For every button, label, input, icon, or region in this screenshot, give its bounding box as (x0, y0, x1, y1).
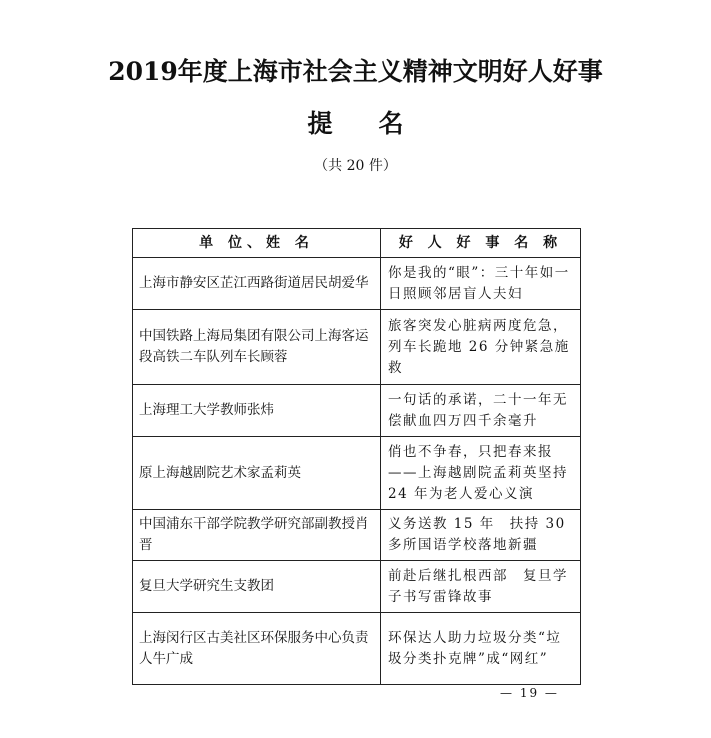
unit-cell: 中国浦东干部学院教学研究部副教授肖晋 (133, 510, 381, 561)
unit-cell: 中国铁路上海局集团有限公司上海客运段高铁二车队列车长顾蓉 (133, 310, 381, 385)
table-row (133, 385, 581, 437)
deed-cell: 旅客突发心脏病两度危急，列车长跪地 26 分钟紧急施救 (381, 310, 581, 385)
table-row (133, 310, 581, 385)
deed-cell: 俏也不争春，只把春来报——上海越剧院孟莉英坚持 24 年为老人爱心义演 (381, 437, 581, 510)
column-header-deed-name: 好 人 好 事 名 称 (381, 229, 581, 258)
deed-cell: 一句话的承诺，二十一年无偿献血四万四千余毫升 (381, 385, 581, 437)
document-title: 2019年度上海市社会主义精神文明好人好事 (108, 57, 603, 86)
deed-cell: 你是我的“眼”：三十年如一日照顾邻居盲人夫妇 (381, 258, 581, 310)
unit-cell: 上海理工大学教师张炜 (133, 385, 381, 437)
table-row (133, 437, 581, 510)
table-row (133, 258, 581, 310)
table-header-row (133, 229, 581, 258)
unit-cell: 复旦大学研究生支教团 (133, 561, 381, 613)
page-number: — 19 — (500, 686, 559, 700)
nominee-table (132, 228, 581, 685)
deed-cell: 前赴后继扎根西部 复旦学子书写雷锋故事 (381, 561, 581, 613)
unit-cell: 上海市静安区芷江西路街道居民胡爱华 (133, 258, 381, 310)
document-subtitle: 提名 (307, 109, 450, 138)
deed-cell: 义务送教 15 年 扶持 30 多所国语学校落地新疆 (381, 510, 581, 561)
unit-cell: 上海闵行区古美社区环保服务中心负责人牛广成 (133, 613, 381, 685)
deed-cell: 环保达人助力垃圾分类“垃圾分类扑克牌”成“网红” (381, 613, 581, 685)
unit-cell: 原上海越剧院艺术家孟莉英 (133, 437, 381, 510)
column-header-unit-name: 单 位、姓 名 (133, 229, 381, 258)
table-row (133, 510, 581, 561)
table-row (133, 561, 581, 613)
nomination-count: （共 20 件） (314, 158, 397, 174)
table-row (133, 613, 581, 685)
